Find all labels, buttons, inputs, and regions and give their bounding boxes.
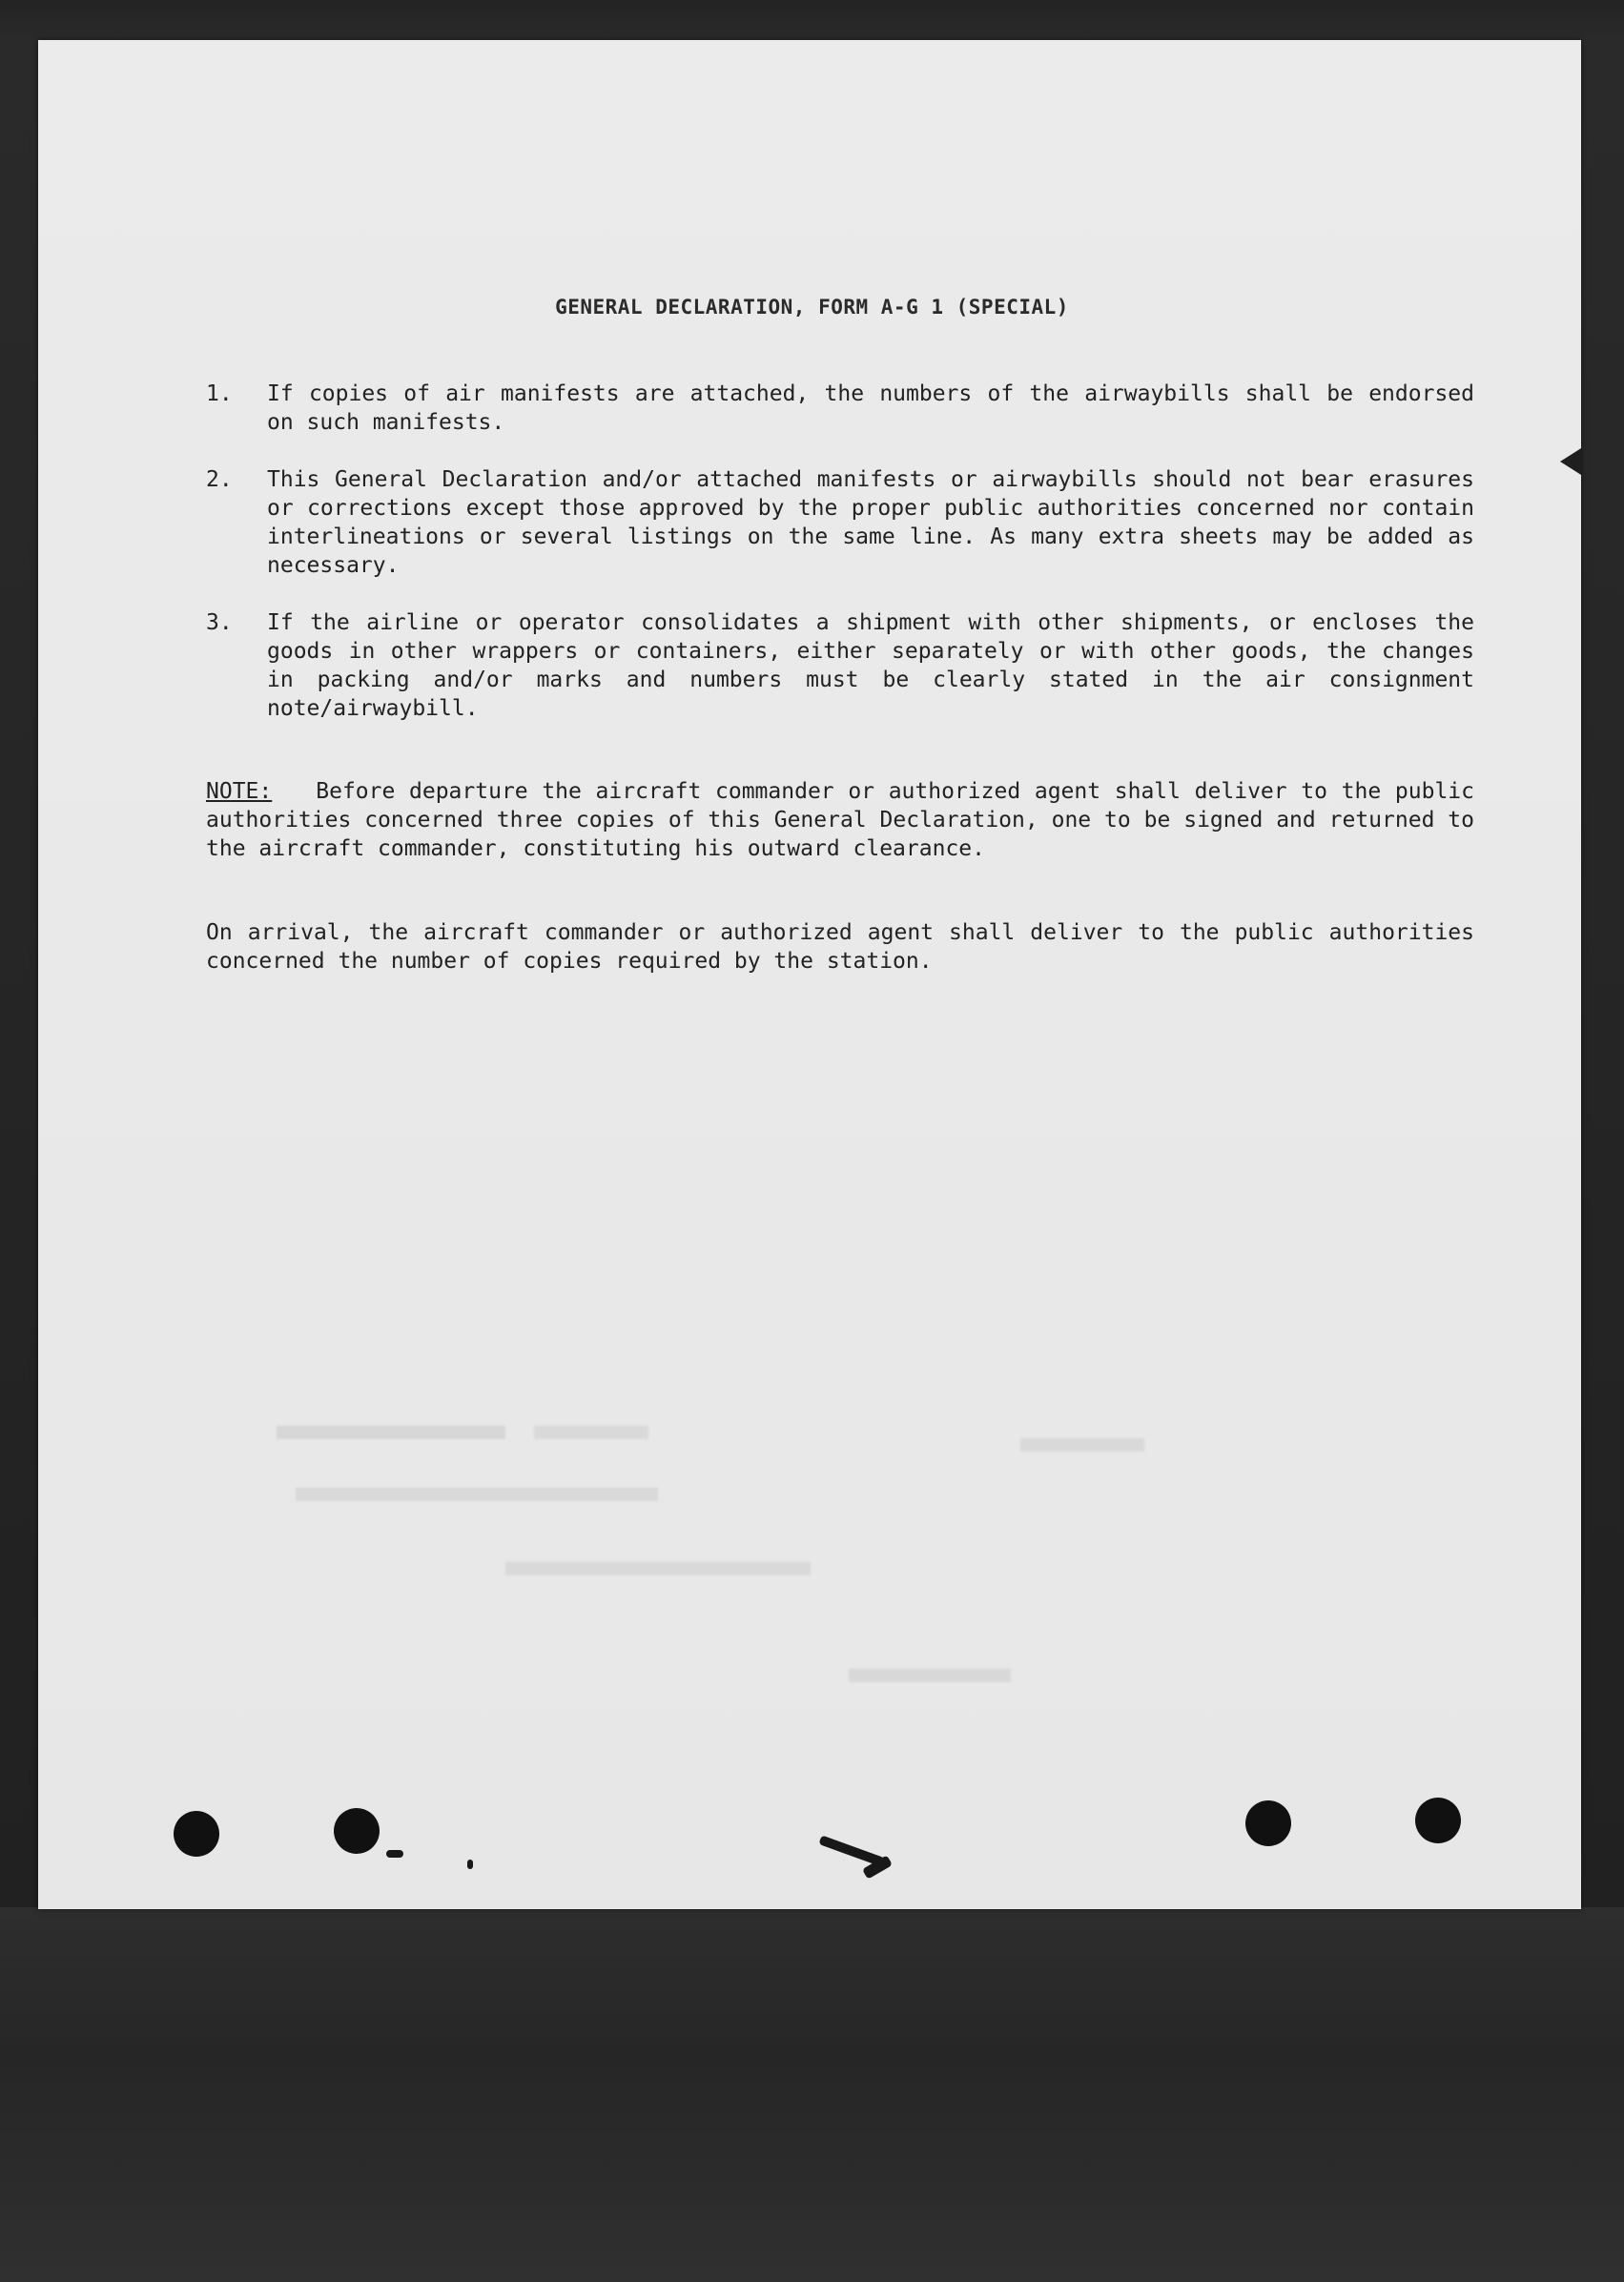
note-text: Before departure the aircraft commander or authorized agent shall deliver to the public authorities concerned three copies of this General Declaration, one to be signed and returned to the aircraft commander, constituting his outward clearance. xyxy=(206,779,1474,861)
item-text: This General Declaration and/or attached manifests or airwaybills should not bear erasures or corrections except those approved by the proper public authorities concerned nor contain interlineations or several listings on the same line. As many extra sheets may be added as necessary. xyxy=(267,467,1474,578)
instruction-item-2 xyxy=(206,465,1474,580)
show-through-mark xyxy=(505,1562,811,1575)
item-number: 1. xyxy=(206,381,233,406)
show-through-mark xyxy=(534,1426,648,1439)
page-notch xyxy=(1560,448,1581,475)
punch-hole xyxy=(1245,1800,1291,1846)
punch-hole xyxy=(334,1808,380,1854)
document-title: GENERAL DECLARATION, FORM A-G 1 (SPECIAL) xyxy=(555,296,1069,319)
item-text: If the airline or operator consolidates a shipment with other shipments, or encloses the goods in other wrappers or containers, either separately or with other goods, the changes in packing and/or marks and numbers must be clearly stated in the air consignment note/airwaybill. xyxy=(267,610,1474,721)
punch-hole xyxy=(1415,1798,1461,1843)
scan-background-lower xyxy=(0,1907,1624,2282)
item-number: 3. xyxy=(206,610,233,635)
note-label: NOTE: xyxy=(206,779,273,804)
show-through-mark xyxy=(1020,1438,1144,1451)
show-through-mark xyxy=(849,1669,1011,1682)
item-number: 2. xyxy=(206,467,233,492)
scan-blemish xyxy=(467,1860,473,1869)
instruction-item-1 xyxy=(206,380,1474,437)
punch-hole xyxy=(174,1811,219,1857)
show-through-mark xyxy=(296,1488,658,1501)
arrival-paragraph: On arrival, the aircraft commander or authorized agent shall deliver to the public authorities concerned the number of copies required by the station. xyxy=(206,920,1474,974)
scan-blemish xyxy=(386,1850,403,1858)
instruction-item-3 xyxy=(206,608,1474,723)
departure-note xyxy=(206,777,1474,863)
item-text: If copies of air manifests are attached, the numbers of the airwaybills shall be endorsed on such manifests. xyxy=(267,381,1474,435)
show-through-mark xyxy=(277,1426,505,1439)
